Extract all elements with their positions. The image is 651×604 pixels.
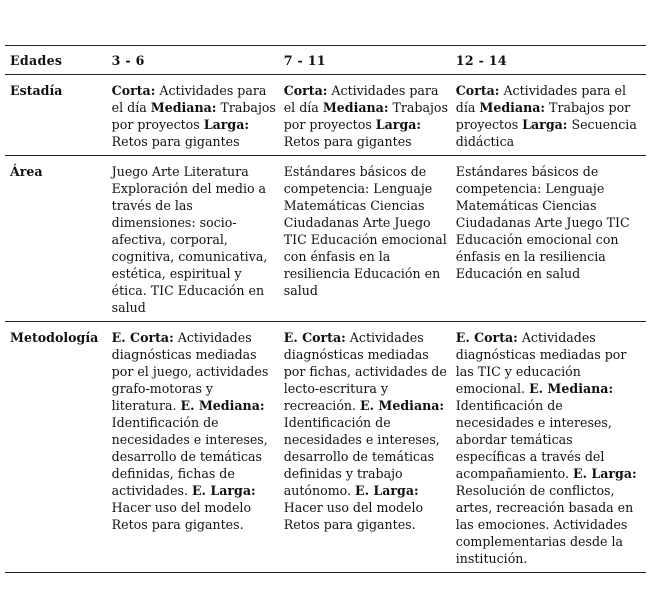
cell-text: Estándares básicos de competencia: Lenguaje Matemáticas Ciencias Ciudadanas Arte Juego TIC Educación emocional con énfasis en la resiliencia Educación en salud: [455, 164, 630, 281]
cell-bold-label: Larga:: [522, 117, 568, 132]
cell-text: Secuencia didáctica: [455, 117, 637, 149]
cell-text: Identificación de necesidades e intereses, desarrollo de temáticas definidas y trabajo autónomo.: [283, 415, 440, 498]
cell-text: Trabajos por proyectos: [455, 100, 631, 132]
age-stage-table: [5, 45, 646, 573]
cell-text: Identificación de necesidades e intereses, desarrollo de temáticas definidas, fichas de actividades.: [111, 415, 268, 498]
row-label: Metodología: [5, 322, 112, 573]
cell-text: Identificación de necesidades e intereses, abordar temáticas específicas a través del acompañamiento.: [455, 398, 612, 481]
cell-bold-label: Corta:: [111, 83, 156, 98]
table-cell: [112, 156, 284, 322]
cell-bold-label: Mediana:: [150, 100, 217, 115]
table-cell: [284, 156, 456, 322]
table-cell: [284, 322, 456, 573]
cell-text: Hacer uso del modelo Retos para gigantes.: [111, 500, 252, 532]
cell-text: Trabajos por proyectos: [283, 100, 448, 132]
table-cell: [284, 75, 456, 156]
cell-bold-label: Corta:: [455, 83, 500, 98]
cell-bold-label: Mediana:: [479, 100, 546, 115]
table-row-metodologia: [5, 322, 646, 573]
table-cell: [456, 75, 646, 156]
table-row-estadia: [5, 75, 646, 156]
table-cell: [112, 75, 284, 156]
cell-bold-label: Mediana:: [322, 100, 389, 115]
cell-text: Retos para gigantes: [111, 134, 240, 149]
cell-bold-label: E. Mediana:: [360, 398, 445, 413]
cell-bold-label: E. Corta:: [111, 330, 174, 345]
row-label: Estadía: [5, 75, 112, 156]
cell-bold-label: E. Larga:: [355, 483, 419, 498]
header-age-7-11: 7 - 11: [284, 46, 456, 75]
cell-text: Retos para gigantes: [283, 134, 412, 149]
cell-text: Hacer uso del modelo Retos para gigantes.: [283, 500, 424, 532]
cell-bold-label: Larga:: [375, 117, 422, 132]
table-cell: [456, 156, 646, 322]
cell-bold-label: Larga:: [203, 117, 249, 132]
cell-bold-label: E. Larga:: [192, 483, 256, 498]
table-header-row: [5, 46, 646, 75]
header-age-3-6: 3 - 6: [112, 46, 284, 75]
cell-text: Estándares básicos de competencia: Lenguaje Matemáticas Ciencias Ciudadanas Arte Juego TIC Educación emocional con énfasis en la resiliencia Educación en salud: [283, 164, 447, 298]
table-row-area: [5, 156, 646, 322]
cell-text: Actividades para el día: [283, 83, 439, 115]
cell-bold-label: E. Corta:: [283, 330, 346, 345]
cell-bold-label: E. Larga:: [573, 466, 637, 481]
cell-text: Resolución de conflictos, artes, recreación basada en las emociones. Actividades complementarias desde la institución.: [455, 483, 634, 566]
cell-text: Actividades diagnósticas mediadas por las TIC y educación emocional.: [455, 330, 627, 396]
row-label: Área: [5, 156, 112, 322]
cell-text: Juego Arte Literatura Exploración del medio a través de las dimensiones: socio-afectiva, corporal, cognitiva, comunicativa, estética, espiritual y ética. TIC Educación en salud: [111, 164, 268, 315]
header-edades: Edades: [5, 46, 112, 75]
cell-text: Actividades diagnósticas mediadas por el juego, actividades grafo-motoras y literatura.: [111, 330, 269, 413]
table-cell: [456, 322, 646, 573]
cell-bold-label: E. Mediana:: [180, 398, 265, 413]
table-cell: [112, 322, 284, 573]
cell-text: Actividades diagnósticas mediadas por fichas, actividades de lecto-escritura y recreación.: [283, 330, 447, 413]
cell-text: Trabajos por proyectos: [111, 100, 276, 132]
cell-text: Actividades para el día: [455, 83, 626, 115]
cell-text: Actividades para el día: [111, 83, 267, 115]
cell-bold-label: E. Mediana:: [529, 381, 614, 396]
header-age-12-14: 12 - 14: [456, 46, 646, 75]
cell-bold-label: E. Corta:: [455, 330, 518, 345]
cell-bold-label: Corta:: [283, 83, 328, 98]
